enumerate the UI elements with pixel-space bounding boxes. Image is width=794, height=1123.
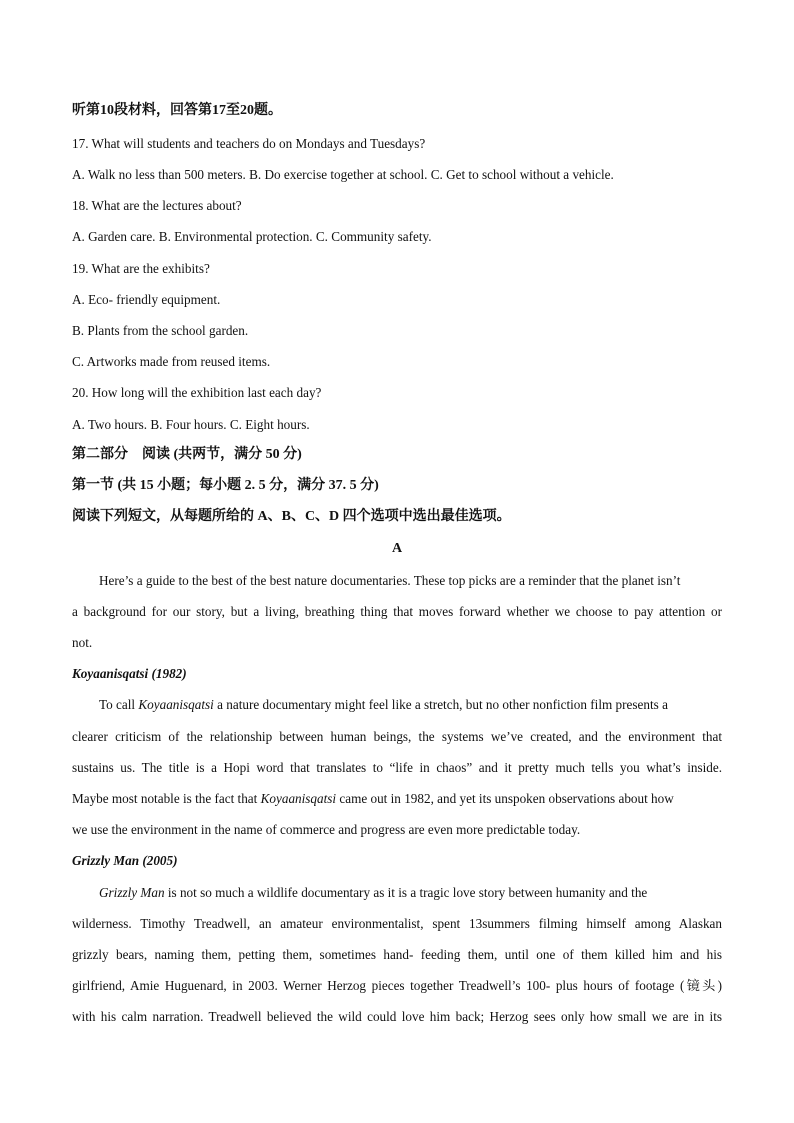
film1-line-4: Maybe most notable is the fact that Koyaanisqatsi came out in 1982, and yet its unspoken observations about how [72, 791, 674, 806]
question-18-options: A. Garden care. B. Environmental protection. C. Community safety. [72, 229, 432, 244]
film1-line-1: To call Koyaanisqatsi a nature documentary might feel like a stretch, but no other nonfiction film presents a [99, 697, 668, 712]
section-header: 听第10段材料，回答第17至20题。 [72, 103, 282, 118]
film1-line-5: we use the environment in the name of commerce and progress are even more predictable today. [72, 822, 581, 837]
film2-line-4: girlfriend, Amie Huguenard, in 2003. Werner Herzog pieces together Treadwell’s 100- plus hours of footage (镜头) [72, 978, 722, 993]
passage-label: A [391, 541, 403, 556]
part2-title: 第二部分 阅读 (共两节，满分 50 分) [72, 447, 302, 462]
film2-heading: Grizzly Man (2005) [72, 853, 178, 868]
film2-line-1: Grizzly Man is not so much a wildlife documentary as it is a tragic love story between humanity and the [99, 885, 648, 900]
film2-line-2: wilderness. Timothy Treadwell, an amateur environmentalist, spent 13summers filming himself among Alaskan [72, 916, 722, 931]
question-17-options: A. Walk no less than 500 meters. B. Do exercise together at school. C. Get to school without a vehicle. [72, 167, 614, 182]
question-20-options: A. Two hours. B. Four hours. C. Eight hours. [72, 417, 310, 432]
question-19: 19. What are the exhibits? [72, 261, 210, 276]
film1-line-2: clearer criticism of the relationship between human beings, the systems we’ve created, and the environment that [72, 729, 722, 744]
intro-line-2: a background for our story, but a living, breathing thing that moves forward whether we choose to pay attention or [72, 604, 722, 619]
film1-heading: Koyaanisqatsi (1982) [72, 666, 187, 681]
intro-line-1: Here’s a guide to the best of the best nature documentaries. These top picks are a reminder that the planet isn’t [99, 573, 681, 588]
film2-line-5: with his calm narration. Treadwell believed the wild could love him back; Herzog sees only how small we are in its [72, 1009, 722, 1024]
question-20: 20. How long will the exhibition last each day? [72, 385, 322, 400]
question-19-option-a: A. Eco- friendly equipment. [72, 292, 221, 307]
film1-line-3: sustains us. The title is a Hopi word that translates to “life in chaos” and it pretty much tells you what’s inside. [72, 760, 722, 775]
part2-instruction: 阅读下列短文，从每题所给的 A、B、C、D 四个选项中选出最佳选项。 [72, 509, 511, 524]
intro-line-3: not. [72, 635, 93, 650]
question-19-option-b: B. Plants from the school garden. [72, 323, 249, 338]
question-17: 17. What will students and teachers do on Mondays and Tuesdays? [72, 136, 426, 151]
film2-line-3: grizzly bears, naming them, petting them, sometimes hand- feeding them, until one of them killed him and his [72, 947, 722, 962]
part2-section1: 第一节 (共 15 小题；每小题 2. 5 分，满分 37. 5 分) [72, 478, 379, 493]
question-19-option-c: C. Artworks made from reused items. [72, 354, 271, 369]
question-18: 18. What are the lectures about? [72, 198, 242, 213]
